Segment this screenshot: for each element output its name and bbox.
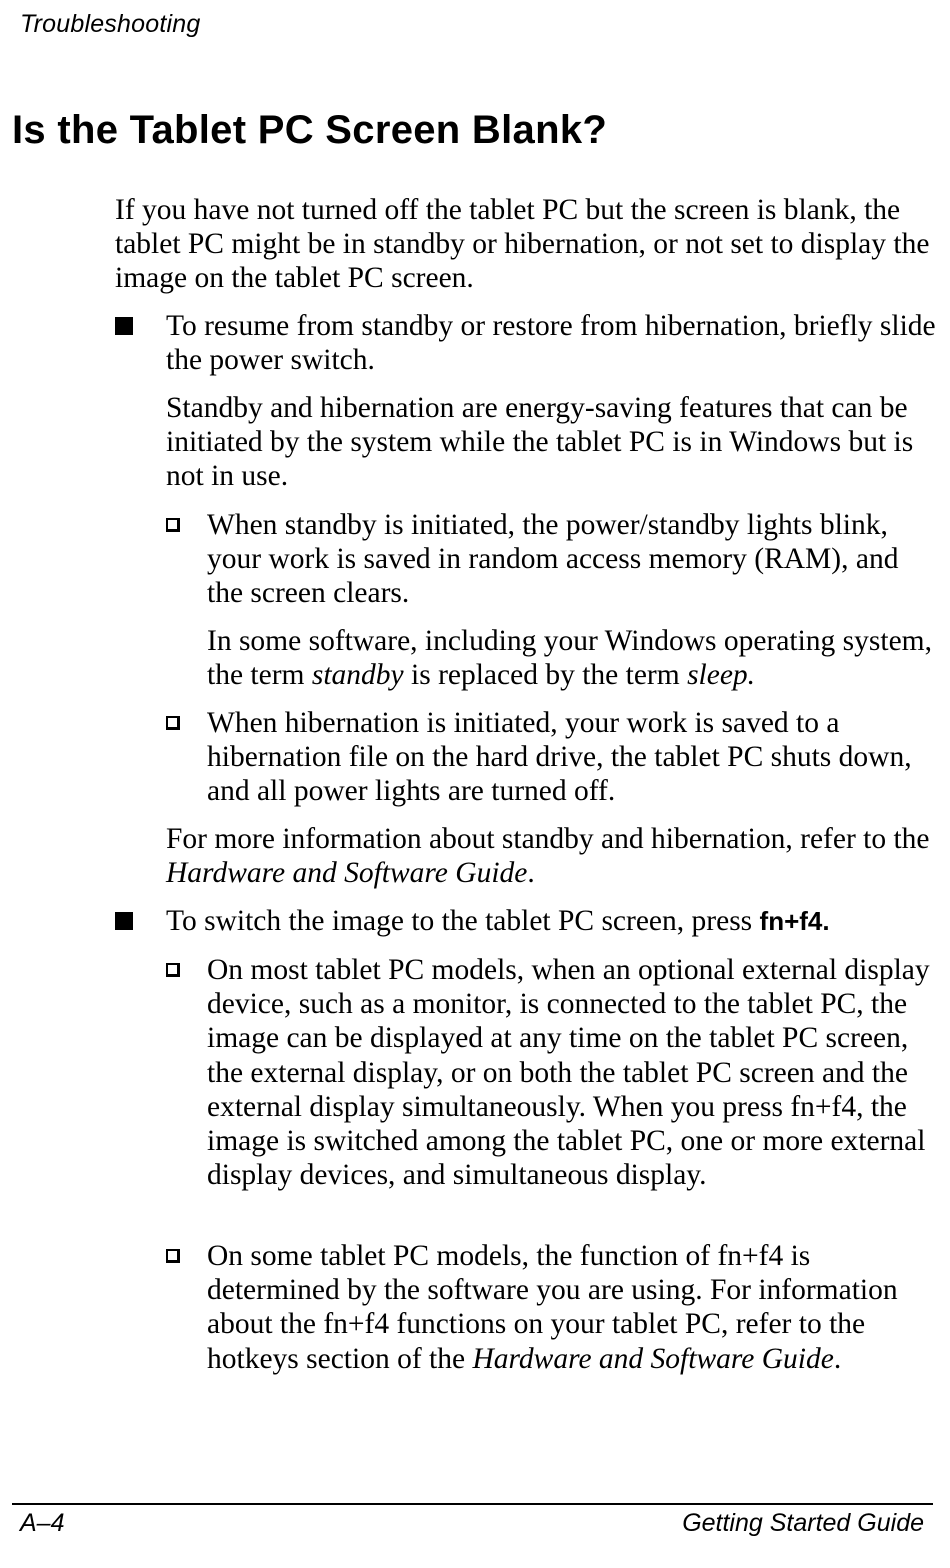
list-item-resume <box>115 309 940 377</box>
checkbox-bullet-icon <box>166 963 180 977</box>
list-item-text: To resume from standby or restore from hibernation, briefly slide the power switch. <box>166 310 936 377</box>
checkbox-bullet-icon <box>166 716 180 730</box>
sub-item-text: On most tablet PC models, when an optional external display device, such as a monitor, is connected to the tablet PC, the image can be displayed at any time on the tablet PC screen, the external display, or on both the tablet PC screen and the external display simultaneously. When you press fn+f4, the image is switched among the tablet PC, one or more external display devices, and simultaneous display. <box>207 954 930 1192</box>
sub-item-some-models <box>166 1239 941 1376</box>
square-bullet-icon <box>115 912 133 930</box>
checkbox-bullet-icon <box>166 1249 180 1263</box>
page-title: Is the Tablet PC Screen Blank? <box>12 108 608 152</box>
intro-paragraph: If you have not turned off the tablet PC but the screen is blank, the tablet PC might be in standby or hibernation, or not set to display the image on the tablet PC screen. <box>115 194 930 295</box>
square-bullet-icon <box>115 317 133 335</box>
hotkey-label: fn+f4. <box>759 906 830 936</box>
page-number: A–4 <box>20 1509 65 1537</box>
sub-item-most-models <box>166 953 941 1192</box>
checkbox-bullet-icon <box>166 518 180 532</box>
sub-item-text: On some tablet PC models, the function of fn+f4 is determined by the software you are using. For information about the fn+f4 functions on your tablet PC, refer to the hotkeys section of the Hardware and Software Guide. <box>207 1240 898 1375</box>
list-item-text: To switch the image to the tablet PC screen, press fn+f4. <box>166 905 830 937</box>
footer-divider <box>12 1503 933 1505</box>
sub-item-hibernation <box>166 706 941 809</box>
sub-item-text: When hibernation is initiated, your work is saved to a hibernation file on the hard drive, the tablet PC shuts down, and all power lights are turned off. <box>207 707 912 808</box>
sleep-note: In some software, including your Windows operating system, the term standby is replaced by the term sleep. <box>207 625 932 692</box>
sub-item-text: When standby is initiated, the power/standby lights blink, your work is saved in random access memory (RAM), and the screen clears. <box>207 509 899 610</box>
more-info-note: For more information about standby and hibernation, refer to the Hardware and Software Guide. <box>166 823 930 890</box>
guide-title: Getting Started Guide <box>682 1509 924 1537</box>
list-item-switch-image <box>115 904 940 938</box>
standby-note: Standby and hibernation are energy-saving features that can be initiated by the system while the tablet PC is in Windows but is not in use. <box>166 392 914 493</box>
sub-item-standby <box>166 508 941 611</box>
running-header: Troubleshooting <box>20 10 201 38</box>
